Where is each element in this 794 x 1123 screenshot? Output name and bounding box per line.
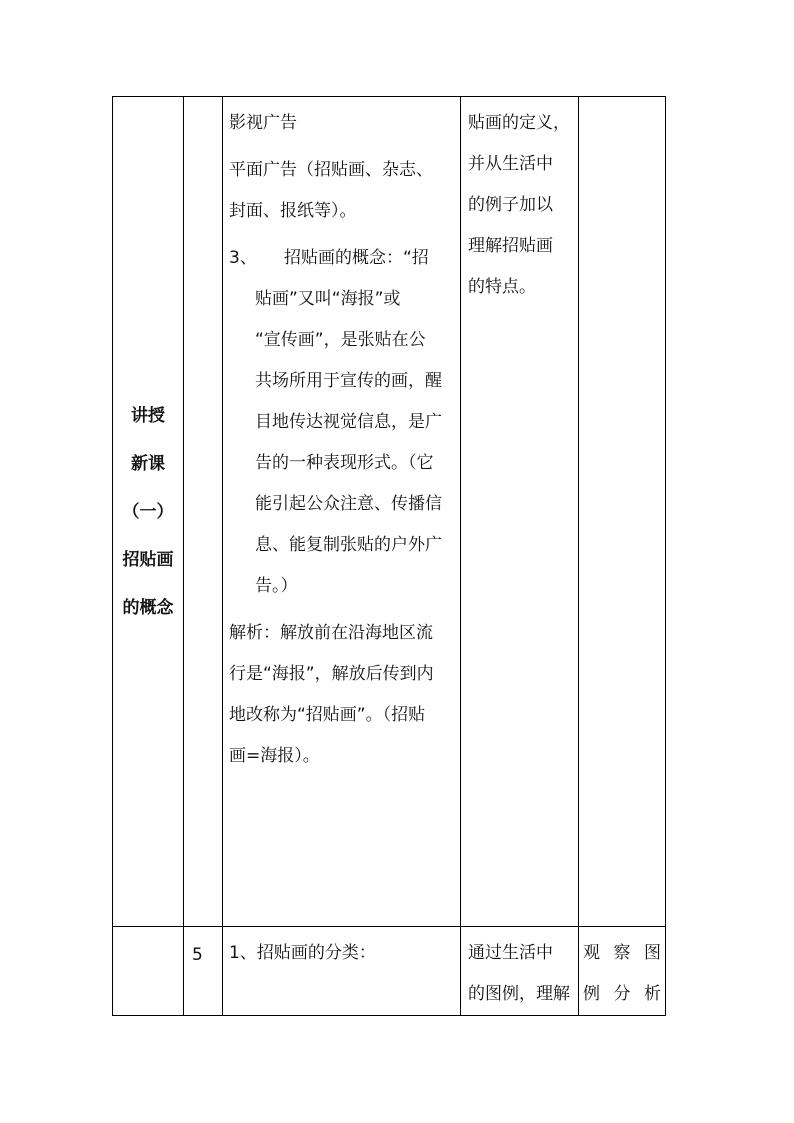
content-line: 息、能复制张贴的户外广 — [255, 535, 442, 555]
content-line: 能引起公众注意、传播信 — [255, 494, 442, 514]
content-line: 共场所用于宣传的画，醒 — [255, 371, 442, 391]
table-row — [113, 927, 666, 1016]
content-line: 封面、报纸等）。 — [229, 201, 357, 221]
content-line: 画=海报）。 — [229, 746, 320, 766]
content-line: 目地传达视觉信息，是广 — [255, 412, 442, 432]
content-cell — [223, 927, 461, 1016]
teaching-goal: 通过生活中 的图例，理解 — [468, 943, 570, 1004]
goal-cell — [461, 927, 579, 1016]
lesson-plan-table — [112, 96, 666, 1016]
table-row — [113, 97, 666, 927]
content-line: 平面广告（招贴画、杂志、 — [229, 160, 433, 180]
content-line: 贴画”又叫“海报”或 — [255, 289, 401, 309]
content-line: 1、招贴画的分类： — [229, 943, 376, 963]
time-cell — [184, 927, 223, 1016]
teaching-content — [223, 97, 460, 777]
content-line: 告的一种表现形式。（它 — [255, 453, 434, 473]
content-line: 行是“海报”，解放后传到内 — [229, 664, 434, 684]
teaching-goal: 贴画的定义， 并从生活中 的例子加以 理解招贴画 的特点。 — [468, 113, 570, 297]
content-line: “宣传画”，是张贴在公 — [255, 330, 426, 350]
content-line: 解析：解放前在沿海地区流 — [229, 623, 433, 643]
content-cell — [223, 97, 461, 927]
content-line: 3、 招贴画的概念：“招 — [229, 238, 454, 279]
time-value: 5 — [192, 945, 203, 965]
method-cell — [579, 97, 666, 927]
section-title: 讲授 新课 （一） 招贴画 的概念 — [122, 405, 174, 618]
content-line: 地改称为“招贴画”。（招贴 — [229, 705, 426, 725]
item-number: 3、 — [229, 248, 257, 268]
time-cell — [184, 97, 223, 927]
teaching-method: 观察图 例分析 — [583, 943, 661, 1004]
content-line: 影视广告 — [229, 113, 297, 133]
section-title-cell — [113, 927, 184, 1016]
content-line: 告。） — [255, 576, 298, 596]
method-cell — [579, 927, 666, 1016]
section-title-cell — [113, 97, 184, 927]
goal-cell — [461, 97, 579, 927]
